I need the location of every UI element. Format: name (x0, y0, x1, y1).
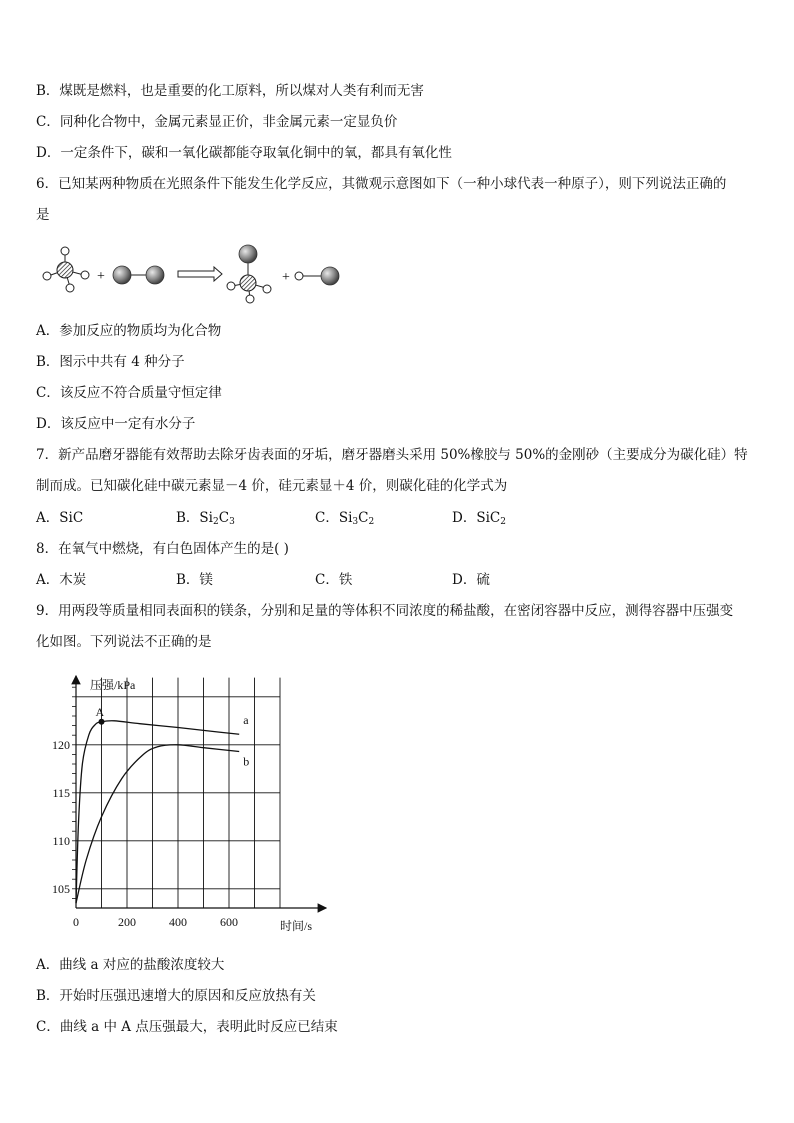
x-axis-label: 时间/s (280, 919, 313, 933)
pressure-time-chart (36, 668, 336, 938)
q6-option-b: B．图示中共有 4 种分子 (36, 354, 185, 370)
series-label-a: a (243, 713, 249, 728)
q6-stem-line2: 是 (36, 207, 50, 223)
q6-option-d: D．该反应中一定有水分子 (36, 416, 196, 432)
q8-option-d: D．硫 (452, 572, 490, 588)
reaction-diagram (36, 238, 356, 306)
point-a-marker (99, 719, 105, 725)
y-tick-label: 115 (52, 785, 70, 800)
q8-option-a: A．木炭 (36, 572, 87, 588)
q9-option-c: C．曲线 a 中 A 点压强最大，表明此时反应已结束 (36, 1019, 338, 1035)
q9-stem-line2: 化如图。下列说法不正确的是 (36, 634, 212, 650)
reaction-arrow (178, 267, 222, 281)
q6-stem-line1: 6．已知某两种物质在光照条件下能发生化学反应，其微观示意图如下（一种小球代表一种原子），则下列说法正确的 (36, 176, 727, 192)
series-label-b: b (243, 754, 250, 769)
x-tick-label: 200 (118, 915, 136, 929)
molecule-hcl (295, 267, 339, 285)
q6-option-a: A．参加反应的物质均为化合物 (36, 323, 222, 339)
q5-option-c: C．同种化合物中，金属元素显正价，非金属元素一定显负价 (36, 114, 398, 130)
q8-options (36, 571, 756, 589)
y-tick-label: 120 (52, 737, 70, 752)
q6-option-c: C．该反应不符合质量守恒定律 (36, 385, 222, 401)
plus-sign: + (97, 269, 105, 284)
q9-option-a: A．曲线 a 对应的盐酸浓度较大 (36, 957, 225, 973)
q8-option-b: B．镁 (176, 572, 213, 588)
x-tick-label: 0 (73, 915, 79, 929)
q5-option-b: B．煤既是燃料，也是重要的化工原料，所以煤对人类有利而无害 (36, 83, 424, 99)
q7-option-b: B．$Si_2C_3$ (176, 510, 235, 527)
q9-stem-line1: 9．用两段等质量相同表面积的镁条，分别和足量的等体积不同浓度的稀盐酸，在密闭容器中反应，测得容器中压强变 (36, 603, 734, 619)
molecule-ch3cl (227, 245, 271, 303)
series-line-a (76, 721, 239, 903)
x-tick-label: 400 (169, 915, 187, 929)
q9-option-b: B．开始时压强迅速增大的原因和反应放热有关 (36, 988, 316, 1004)
q8-stem: 8．在氧气中燃烧，有白色固体产生的是( ) (36, 541, 289, 557)
q8-option-c: C．铁 (315, 572, 353, 588)
molecule-ch4 (43, 247, 89, 292)
q7-stem-line1: 7．新产品磨牙器能有效帮助去除牙齿表面的牙垢，磨牙器磨头采用 50%橡胶与 50%的金刚砂（主要成分为碳化硅）特 (36, 447, 748, 463)
molecule-cl2 (113, 266, 164, 284)
q7-stem-line2: 制而成。已知碳化硅中碳元素显－4 价，硅元素显＋4 价，则碳化硅的化学式为 (36, 478, 508, 494)
y-tick-label: 110 (52, 833, 70, 848)
q7-option-a: A．SiC (36, 510, 84, 526)
y-axis-label: 压强/kPa (90, 678, 136, 692)
q7-options (36, 509, 756, 527)
q5-option-d: D．一定条件下，碳和一氧化碳都能夺取氧化铜中的氧，都具有氧化性 (36, 145, 452, 161)
q7-option-c: C．$Si_3C_2$ (315, 510, 375, 527)
x-tick-label: 600 (220, 915, 238, 929)
series-line-b (76, 745, 239, 903)
y-tick-label: 105 (52, 881, 70, 896)
q7-option-d: D．SiC$_2$ (452, 510, 506, 527)
point-a-label: A (95, 704, 105, 719)
plus-sign: + (282, 270, 290, 285)
